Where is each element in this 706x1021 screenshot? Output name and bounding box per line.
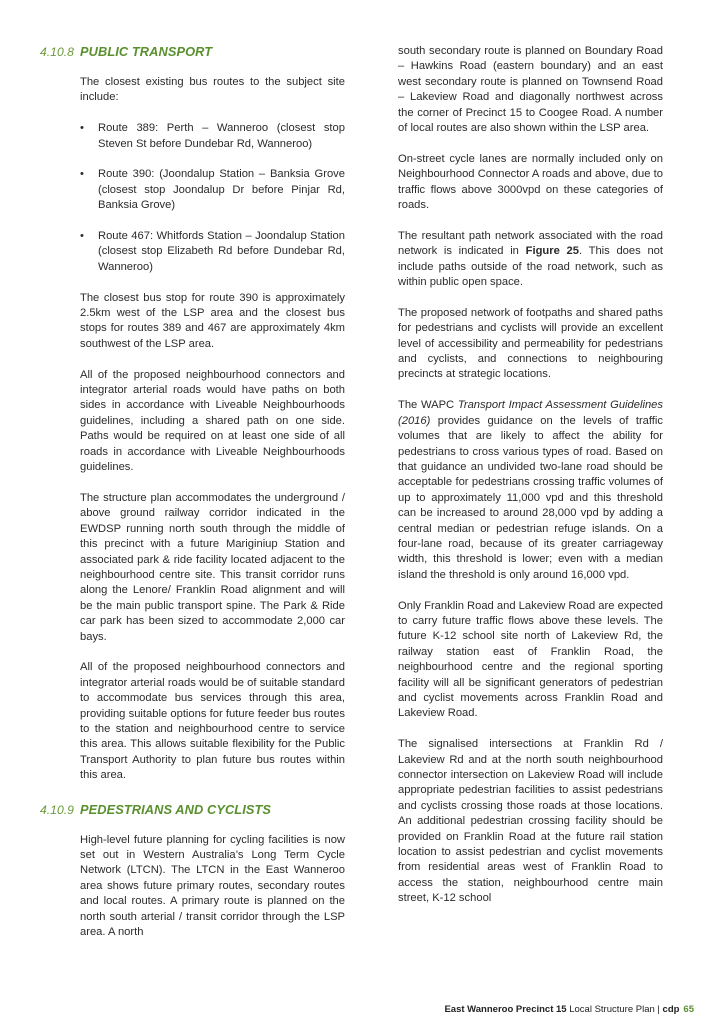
paragraph [398, 398, 663, 583]
section-heading-pedestrians-cyclists [40, 802, 345, 817]
page-footer [444, 1004, 694, 1015]
paragraph: The structure plan accommodates the underground / above ground railway corridor indicated in the EWDSP running north south through the middle of this precinct with a future Mariginiup Station and associated park & ride facility located adjacent to the neighbourhood centre site. This transit corridor runs along the Lenore/ Franklin Road alignment and will be the main public transport spine. The Park & Ride car park has been sized to accommodate 2,000 car bays. [80, 491, 345, 643]
paragraph: Only Franklin Road and Lakeview Road are expected to carry future traffic flows above these levels. The future K-12 school site north of Lakeview Rd, the railway station east of Franklin Road, the neighbourhood centre and the regional sporting facility will all be significant generators of pedestrian and cyclist movements across Franklin Road and Lakeview Road. [398, 599, 663, 720]
section-number: 4.10.8 [40, 45, 74, 59]
footer-document-subtitle: Local Structure Plan | [566, 1004, 663, 1015]
paragraph: High-level future planning for cycling facilities is now set out in Western Australia’s Long Term Cycle Network (LTCN). The LTCN in the East Wanneroo area shows future primary routes, secondary routes and local routes. A primary route is planned on the north south arterial / transit corridor through the LSP area. A north [80, 833, 345, 939]
section-body [80, 75, 345, 106]
bullet-icon: • [80, 122, 84, 135]
bus-route-list [80, 121, 345, 275]
text-run: . This does not include paths outside of the road network, such as within public open space. [398, 245, 663, 289]
page-number: 65 [683, 1004, 694, 1015]
list-item [80, 167, 345, 213]
section-body [80, 291, 345, 784]
list-item-text: Route 389: Perth – Wanneroo (closest stop Steven St before Dundebar Rd, Wanneroo) [98, 122, 345, 150]
paragraph: The proposed network of footpaths and shared paths for pedestrians and cyclists will provide an excellent level of accessibility and permeability for pedestrians and cyclists, and connections to neighbouring precincts at strategic locations. [398, 306, 663, 381]
paragraph: All of the proposed neighbourhood connectors and integrator arterial roads would have paths on both sides in accordance with Liveable Neighbourhoods guidelines, including a shared path on one side. Paths would be required on at least one side of all roads in accordance with Liveable Neighbourhoods guidelines. [80, 368, 345, 474]
bullet-icon: • [80, 168, 84, 181]
section-title: PEDESTRIANS AND CYCLISTS [80, 801, 272, 817]
text-run: provides guidance on the levels of traffic volumes that are likely to affect the ability for pedestrians to cross various types of road. Based on that guidance an undivided two-lane road should be acceptable for pedestrians crossing traffic volumes of up to approximately 11,000 vpd and this threshold can be increased to around 28,000 vpd by adding a central median or pedestrian refuge islands. On a four-lane road, because of its greater carriageway width, this threshold is lower; even with a median island the threshold is only around 16,000 vpd. [398, 414, 663, 581]
bullet-icon: • [80, 230, 84, 243]
paragraph: All of the proposed neighbourhood connectors and integrator arterial roads would be of suitable standard to accommodate bus services through this area, providing suitable options for future feeder bus routes to the station and neighbourhood centre to service this area. This allows suitable flexibility for the Public Transport Authority to plan future bus routes within this area. [80, 661, 345, 782]
list-item-text: Route 467: Whitfords Station – Joondalup Station (closest stop Elizabeth Rd before Dundebar Rd, Wanneroo) [98, 230, 345, 273]
paragraph: south secondary route is planned on Boundary Road – Hawkins Road (eastern boundary) and an east west secondary route is planned on Townsend Road – Lakeview Road and diagonally northwest across the corner of Precinct 15 to Coogee Road. A number of local routes are also shown within the LSP area. [398, 45, 663, 135]
section-heading-public-transport [40, 44, 345, 59]
paragraph: The signalised intersections at Franklin Rd / Lakeview Rd and at the north south neighbourhood connector intersection on Lakeview Road will include appropriate pedestrian facilities to assist pedestrians and cyclists crossing those roads at those locations. An additional pedestrian crossing facility should be provided on Franklin Road at the future rail station location to assist pedestrian and cyclist movements from residential areas west of Franklin Road to access the station, neighbourhood centre main street, K-12 school [398, 738, 663, 905]
document-citation: Transport Impact Assessment Guidelines (2016) [398, 399, 663, 427]
paragraph [398, 229, 663, 291]
paragraph: The closest bus stop for route 390 is approximately 2.5km west of the LSP area and the closest bus stops for routes 389 and 467 are approximately 4km southwest of the LSP area. [80, 291, 345, 350]
text-run: The WAPC [398, 399, 458, 412]
list-item [80, 229, 345, 275]
list-item [80, 121, 345, 152]
paragraph: On-street cycle lanes are normally included only on Neighbourhood Connector A roads and above, due to traffic flows above 3000vpd on these categories of roads. [398, 152, 663, 212]
figure-reference: Figure 25 [525, 245, 579, 258]
section-number: 4.10.9 [40, 802, 74, 817]
footer-document-name: East Wanneroo Precinct 15 [444, 1004, 567, 1015]
left-column [40, 44, 345, 956]
section-title: PUBLIC TRANSPORT [80, 44, 213, 59]
footer-brand: cdp [662, 1004, 680, 1015]
right-column [398, 44, 663, 922]
list-item-text: Route 390: (Joondalup Station – Banksia Grove (closest stop Joondalup Dr before Pinjar Rd, Banksia Grove) [98, 168, 345, 212]
section-body [80, 833, 345, 941]
intro-paragraph: The closest existing bus routes to the subject site include: [80, 76, 345, 104]
text-run: The resultant path network associated with the road network is indicated in [398, 229, 663, 258]
